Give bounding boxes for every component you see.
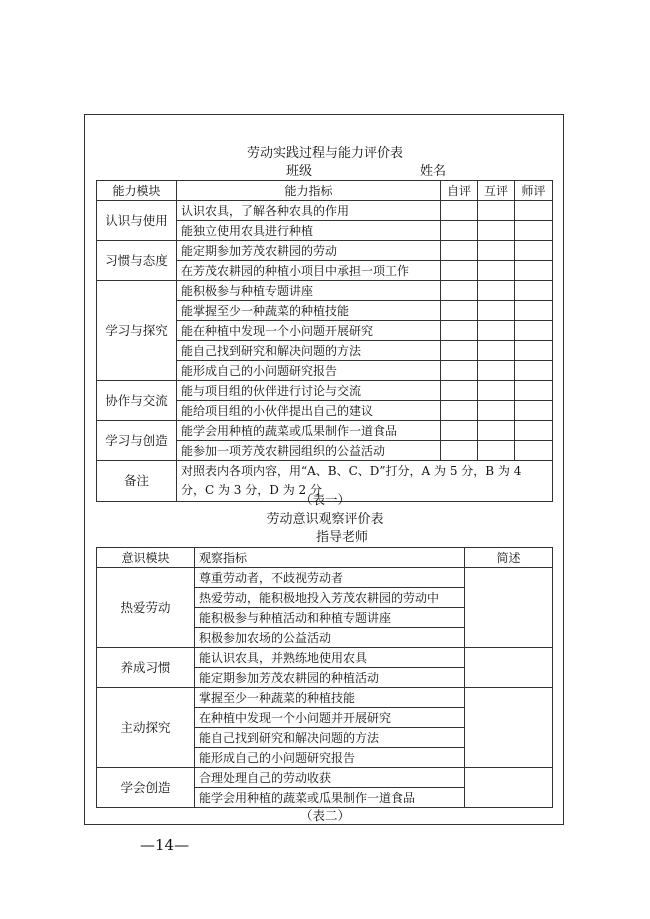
summary-cell[interactable]: [465, 688, 553, 768]
teacher-eval-cell[interactable]: [515, 201, 553, 221]
ability-module-cell: 学习与探究: [97, 281, 177, 381]
self-eval-cell[interactable]: [441, 201, 478, 221]
awareness-observation-table: [96, 547, 553, 808]
table2-caption: （表二）: [299, 808, 350, 823]
teacher-eval-cell[interactable]: [515, 281, 553, 301]
header-awareness-module: 意识模块: [97, 548, 195, 568]
table2-title: 劳动意识观察评价表: [266, 512, 384, 527]
self-eval-cell[interactable]: [441, 421, 478, 441]
teacher-eval-cell[interactable]: [515, 341, 553, 361]
teacher-eval-cell[interactable]: [515, 241, 553, 261]
teacher-eval-cell[interactable]: [515, 401, 553, 421]
ability-indicator-cell: 能参加一项芳茂农耕园组织的公益活动: [177, 441, 441, 461]
observation-indicator-cell: 掌握至少一种蔬菜的种植技能: [195, 688, 465, 708]
ability-module-cell: 协作与交流: [97, 381, 177, 421]
peer-eval-cell[interactable]: [478, 341, 515, 361]
ability-indicator-cell: 在芳茂农耕园的种植小项目中承担一项工作: [177, 261, 441, 281]
teacher-eval-cell[interactable]: [515, 301, 553, 321]
ability-indicator-cell: 能在种植中发现一个小问题开展研究: [177, 321, 441, 341]
self-eval-cell[interactable]: [441, 241, 478, 261]
self-eval-cell[interactable]: [441, 281, 478, 301]
teacher-eval-cell[interactable]: [515, 221, 553, 241]
table1-caption: （表一）: [299, 492, 350, 507]
table-row: [97, 768, 553, 788]
header-ability-module: 能力模块: [97, 181, 177, 201]
teacher-eval-cell[interactable]: [515, 261, 553, 281]
table-row: [97, 281, 553, 301]
observation-indicator-cell: 积极参加农场的公益活动: [195, 628, 465, 648]
peer-eval-cell[interactable]: [478, 241, 515, 261]
self-eval-cell[interactable]: [441, 321, 478, 341]
self-eval-cell[interactable]: [441, 221, 478, 241]
self-eval-cell[interactable]: [441, 441, 478, 461]
ability-module-cell: 学习与创造: [97, 421, 177, 461]
teacher-eval-cell[interactable]: [515, 381, 553, 401]
header-observation-indicator: 观察指标: [195, 548, 465, 568]
observation-indicator-cell: 能积极参与种植活动和种植专题讲座: [195, 608, 465, 628]
peer-eval-cell[interactable]: [478, 361, 515, 381]
table-row: [97, 241, 553, 261]
header-self-eval: 自评: [441, 181, 478, 201]
ability-indicator-cell: 能掌握至少一种蔬菜的种植技能: [177, 301, 441, 321]
teacher-eval-cell[interactable]: [515, 321, 553, 341]
self-eval-cell[interactable]: [441, 301, 478, 321]
table-row: [97, 648, 553, 668]
table-row: [97, 568, 553, 588]
observation-indicator-cell: 在种植中发现一个小问题并开展研究: [195, 708, 465, 728]
note-label: 备注: [97, 461, 177, 502]
ability-indicator-cell: 能学会用种植的蔬菜或瓜果制作一道食品: [177, 421, 441, 441]
self-eval-cell[interactable]: [441, 261, 478, 281]
observation-indicator-cell: 合理处理自己的劳动收获: [195, 768, 465, 788]
ability-indicator-cell: 能积极参与种植专题讲座: [177, 281, 441, 301]
header-summary: 简述: [465, 548, 553, 568]
header-teacher-eval: 师评: [515, 181, 553, 201]
table1-title: 劳动实践过程与能力评价表: [246, 146, 403, 161]
observation-indicator-cell: 能学会用种植的蔬菜或瓜果制作一道食品: [195, 788, 465, 808]
ability-indicator-cell: 能与项目组的伙伴进行讨论与交流: [177, 381, 441, 401]
ability-indicator-cell: 能给项目组的小伙伴提出自己的建议: [177, 401, 441, 421]
peer-eval-cell[interactable]: [478, 401, 515, 421]
ability-module-cell: 认识与使用: [97, 201, 177, 241]
awareness-module-cell: 主动探究: [97, 688, 195, 768]
ability-module-cell: 习惯与态度: [97, 241, 177, 281]
peer-eval-cell[interactable]: [478, 441, 515, 461]
peer-eval-cell[interactable]: [478, 201, 515, 221]
peer-eval-cell[interactable]: [478, 261, 515, 281]
awareness-module-cell: 热爱劳动: [97, 568, 195, 648]
teacher-label: 指导老师: [316, 530, 369, 545]
observation-indicator-cell: 能形成自己的小问题研究报告: [195, 748, 465, 768]
peer-eval-cell[interactable]: [478, 321, 515, 341]
awareness-module-cell: 养成习惯: [97, 648, 195, 688]
observation-indicator-cell: 能自己找到研究和解决问题的方法: [195, 728, 465, 748]
note-text: 对照表内各项内容，用“A、B、C、D”打分，A 为 5 分，B 为 4 分，C 为 3 分，D 为 2 分: [177, 461, 553, 502]
teacher-eval-cell[interactable]: [515, 361, 553, 381]
table-row: [97, 688, 553, 708]
peer-eval-cell[interactable]: [478, 281, 515, 301]
header-peer-eval: 互评: [478, 181, 515, 201]
name-label: 姓名: [420, 164, 447, 179]
observation-indicator-cell: 热爱劳动，能积极地投入芳茂农耕园的劳动中: [195, 588, 465, 608]
peer-eval-cell[interactable]: [478, 421, 515, 441]
self-eval-cell[interactable]: [441, 361, 478, 381]
observation-indicator-cell: 尊重劳动者，不歧视劳动者: [195, 568, 465, 588]
self-eval-cell[interactable]: [441, 401, 478, 421]
table-row: [97, 421, 553, 441]
summary-cell[interactable]: [465, 648, 553, 688]
table-row: [97, 381, 553, 401]
ability-indicator-cell: 能独立使用农具进行种植: [177, 221, 441, 241]
self-eval-cell[interactable]: [441, 341, 478, 361]
ability-indicator-cell: 能自己找到研究和解决问题的方法: [177, 341, 441, 361]
self-eval-cell[interactable]: [441, 381, 478, 401]
peer-eval-cell[interactable]: [478, 381, 515, 401]
table1-header-row: [97, 181, 553, 201]
ability-indicator-cell: 能形成自己的小问题研究报告: [177, 361, 441, 381]
summary-cell[interactable]: [465, 768, 553, 808]
page-number: —14—: [140, 836, 190, 854]
observation-indicator-cell: 能定期参加芳茂农耕园的种植活动: [195, 668, 465, 688]
class-label: 班级: [286, 164, 313, 179]
ability-evaluation-table: [96, 180, 553, 502]
ability-indicator-cell: 认识农具，了解各种农具的作用: [177, 201, 441, 221]
table2-header-row: [97, 548, 553, 568]
teacher-eval-cell[interactable]: [515, 441, 553, 461]
awareness-module-cell: 学会创造: [97, 768, 195, 808]
summary-cell[interactable]: [465, 568, 553, 648]
header-ability-indicator: 能力指标: [177, 181, 441, 201]
peer-eval-cell[interactable]: [478, 301, 515, 321]
ability-indicator-cell: 能定期参加芳茂农耕园的劳动: [177, 241, 441, 261]
teacher-eval-cell[interactable]: [515, 421, 553, 441]
observation-indicator-cell: 能认识农具，并熟练地使用农具: [195, 648, 465, 668]
peer-eval-cell[interactable]: [478, 221, 515, 241]
table-row: [97, 201, 553, 221]
